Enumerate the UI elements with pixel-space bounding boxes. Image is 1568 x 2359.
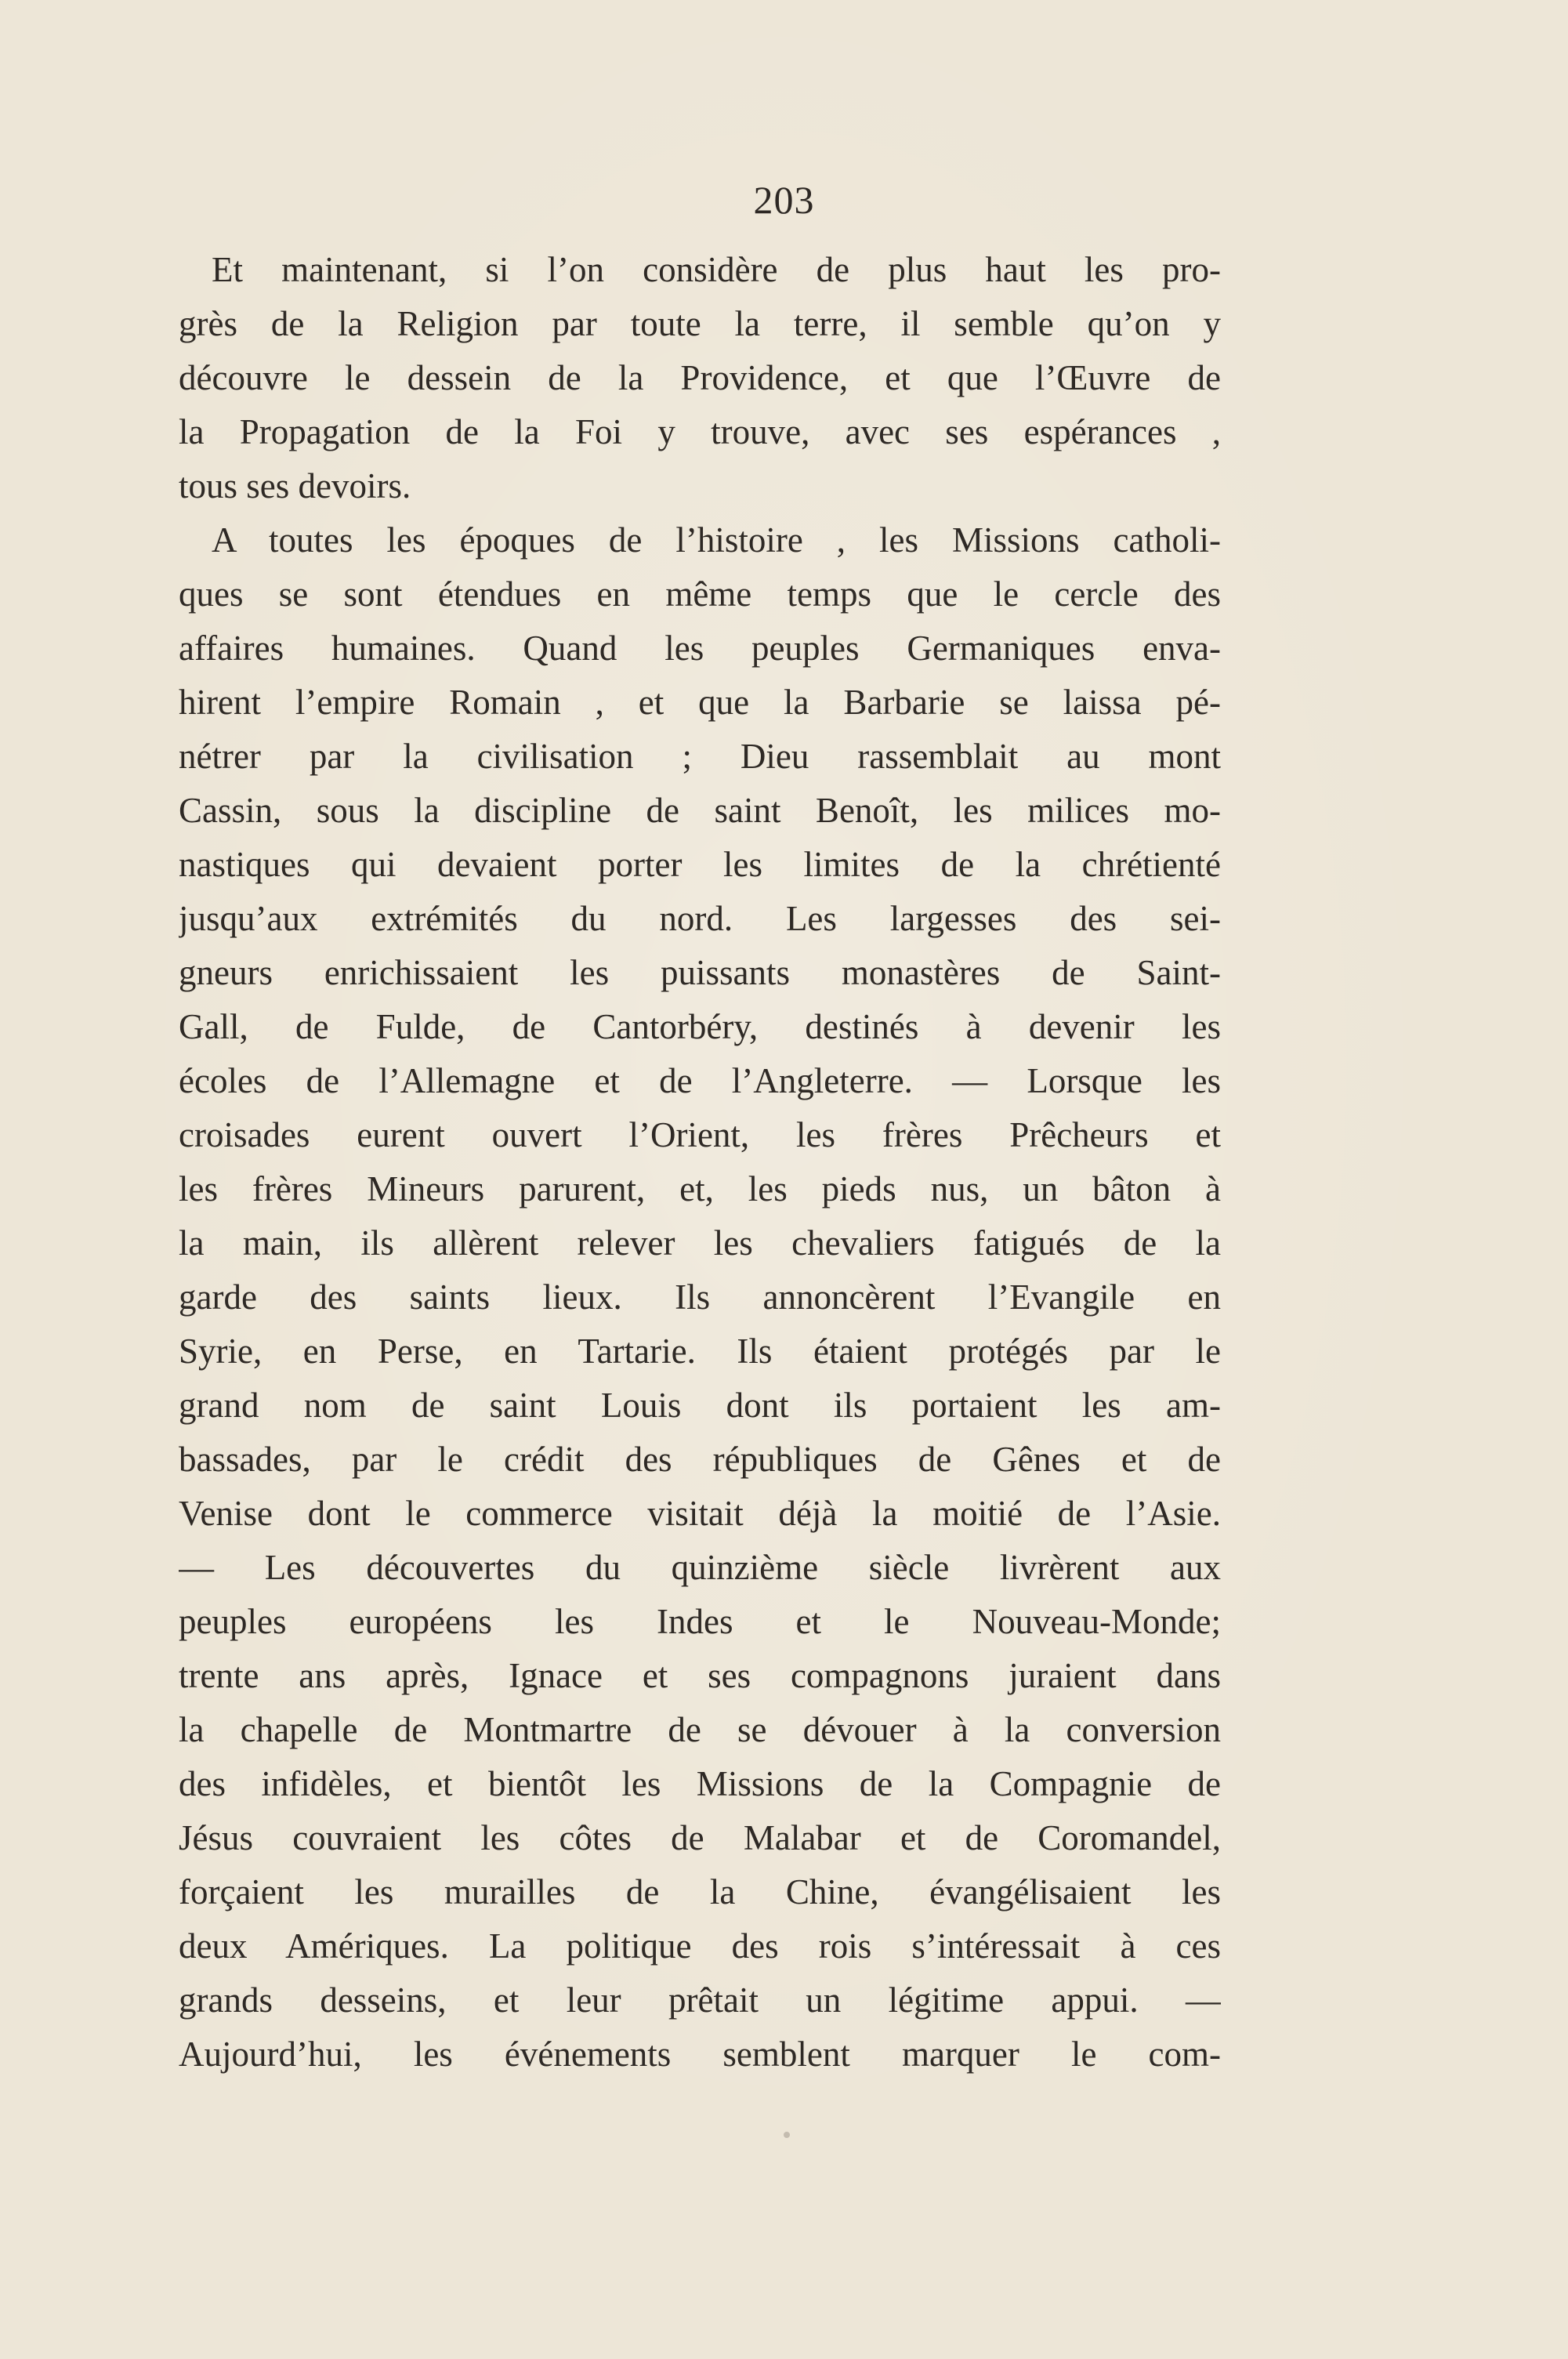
text-line: — Les découvertes du quinzième siècle livrèrent aux [179, 1548, 1221, 1587]
text-line: croisades eurent ouvert l’Orient, les frères Prêcheurs et [179, 1115, 1221, 1154]
text-line: nétrer par la civilisation ; Dieu rassemblait au mont [179, 737, 1221, 776]
text-line: peuples européens les Indes et le Nouveau-Monde; [179, 1602, 1221, 1641]
body-text [179, 243, 1221, 2082]
text-line: ques se sont étendues en même temps que le cercle des [179, 574, 1221, 614]
text-line: des infidèles, et bientôt les Missions de la Compagnie de [179, 1764, 1221, 1803]
text-line: jusqu’aux extrémités du nord. Les largesses des sei- [179, 899, 1221, 938]
ink-speck [784, 2132, 790, 2138]
text-line: la Propagation de la Foi y trouve, avec ses espérances , [179, 412, 1221, 451]
text-line: découvre le dessein de la Providence, et que l’Œuvre de [179, 358, 1221, 397]
text-line: Syrie, en Perse, en Tartarie. Ils étaient protégés par le [179, 1332, 1221, 1371]
text-line: trente ans après, Ignace et ses compagnons juraient dans [179, 1656, 1221, 1695]
text-line: Cassin, sous la discipline de saint Benoît, les milices mo- [179, 791, 1221, 830]
text-line: Et maintenant, si l’on considère de plus haut les pro- [212, 250, 1221, 289]
text-line: la main, ils allèrent relever les chevaliers fatigués de la [179, 1223, 1221, 1263]
text-line: gneurs enrichissaient les puissants monastères de Saint- [179, 953, 1221, 992]
text-line: hirent l’empire Romain , et que la Barbarie se laissa pé- [179, 683, 1221, 722]
text-line: Gall, de Fulde, de Cantorbéry, destinés à devenir les [179, 1007, 1221, 1046]
text-line: Aujourd’hui, les événements semblent marquer le com- [179, 2035, 1221, 2074]
text-line: A toutes les époques de l’histoire , les Missions catholi- [212, 520, 1221, 560]
text-line: grès de la Religion par toute la terre, il semble qu’on y [179, 304, 1221, 343]
text-line: garde des saints lieux. Ils annoncèrent l’Evangile en [179, 1277, 1221, 1317]
page-number: 203 [753, 178, 815, 222]
text-line: nastiques qui devaient porter les limites de la chrétienté [179, 845, 1221, 884]
text-line: forçaient les murailles de la Chine, évangélisaient les [179, 1872, 1221, 1911]
text-line: bassades, par le crédit des républiques de Gênes et de [179, 1440, 1221, 1479]
text-line: tous ses devoirs. [179, 466, 411, 506]
text-line: Jésus couvraient les côtes de Malabar et de Coromandel, [179, 1818, 1221, 1857]
text-line: les frères Mineurs parurent, et, les pieds nus, un bâton à [179, 1169, 1221, 1208]
text-line: Venise dont le commerce visitait déjà la moitié de l’Asie. [179, 1494, 1221, 1533]
text-line: grands desseins, et leur prêtait un légitime appui. — [179, 1980, 1221, 2020]
text-line: grand nom de saint Louis dont ils portaient les am- [179, 1386, 1221, 1425]
text-line: deux Amériques. La politique des rois s’intéressait à ces [179, 1926, 1221, 1966]
text-line: écoles de l’Allemagne et de l’Angleterre. — Lorsque les [179, 1061, 1221, 1100]
text-line: la chapelle de Montmartre de se dévouer à la conversion [179, 1710, 1221, 1749]
text-line: affaires humaines. Quand les peuples Germaniques enva- [179, 629, 1221, 668]
